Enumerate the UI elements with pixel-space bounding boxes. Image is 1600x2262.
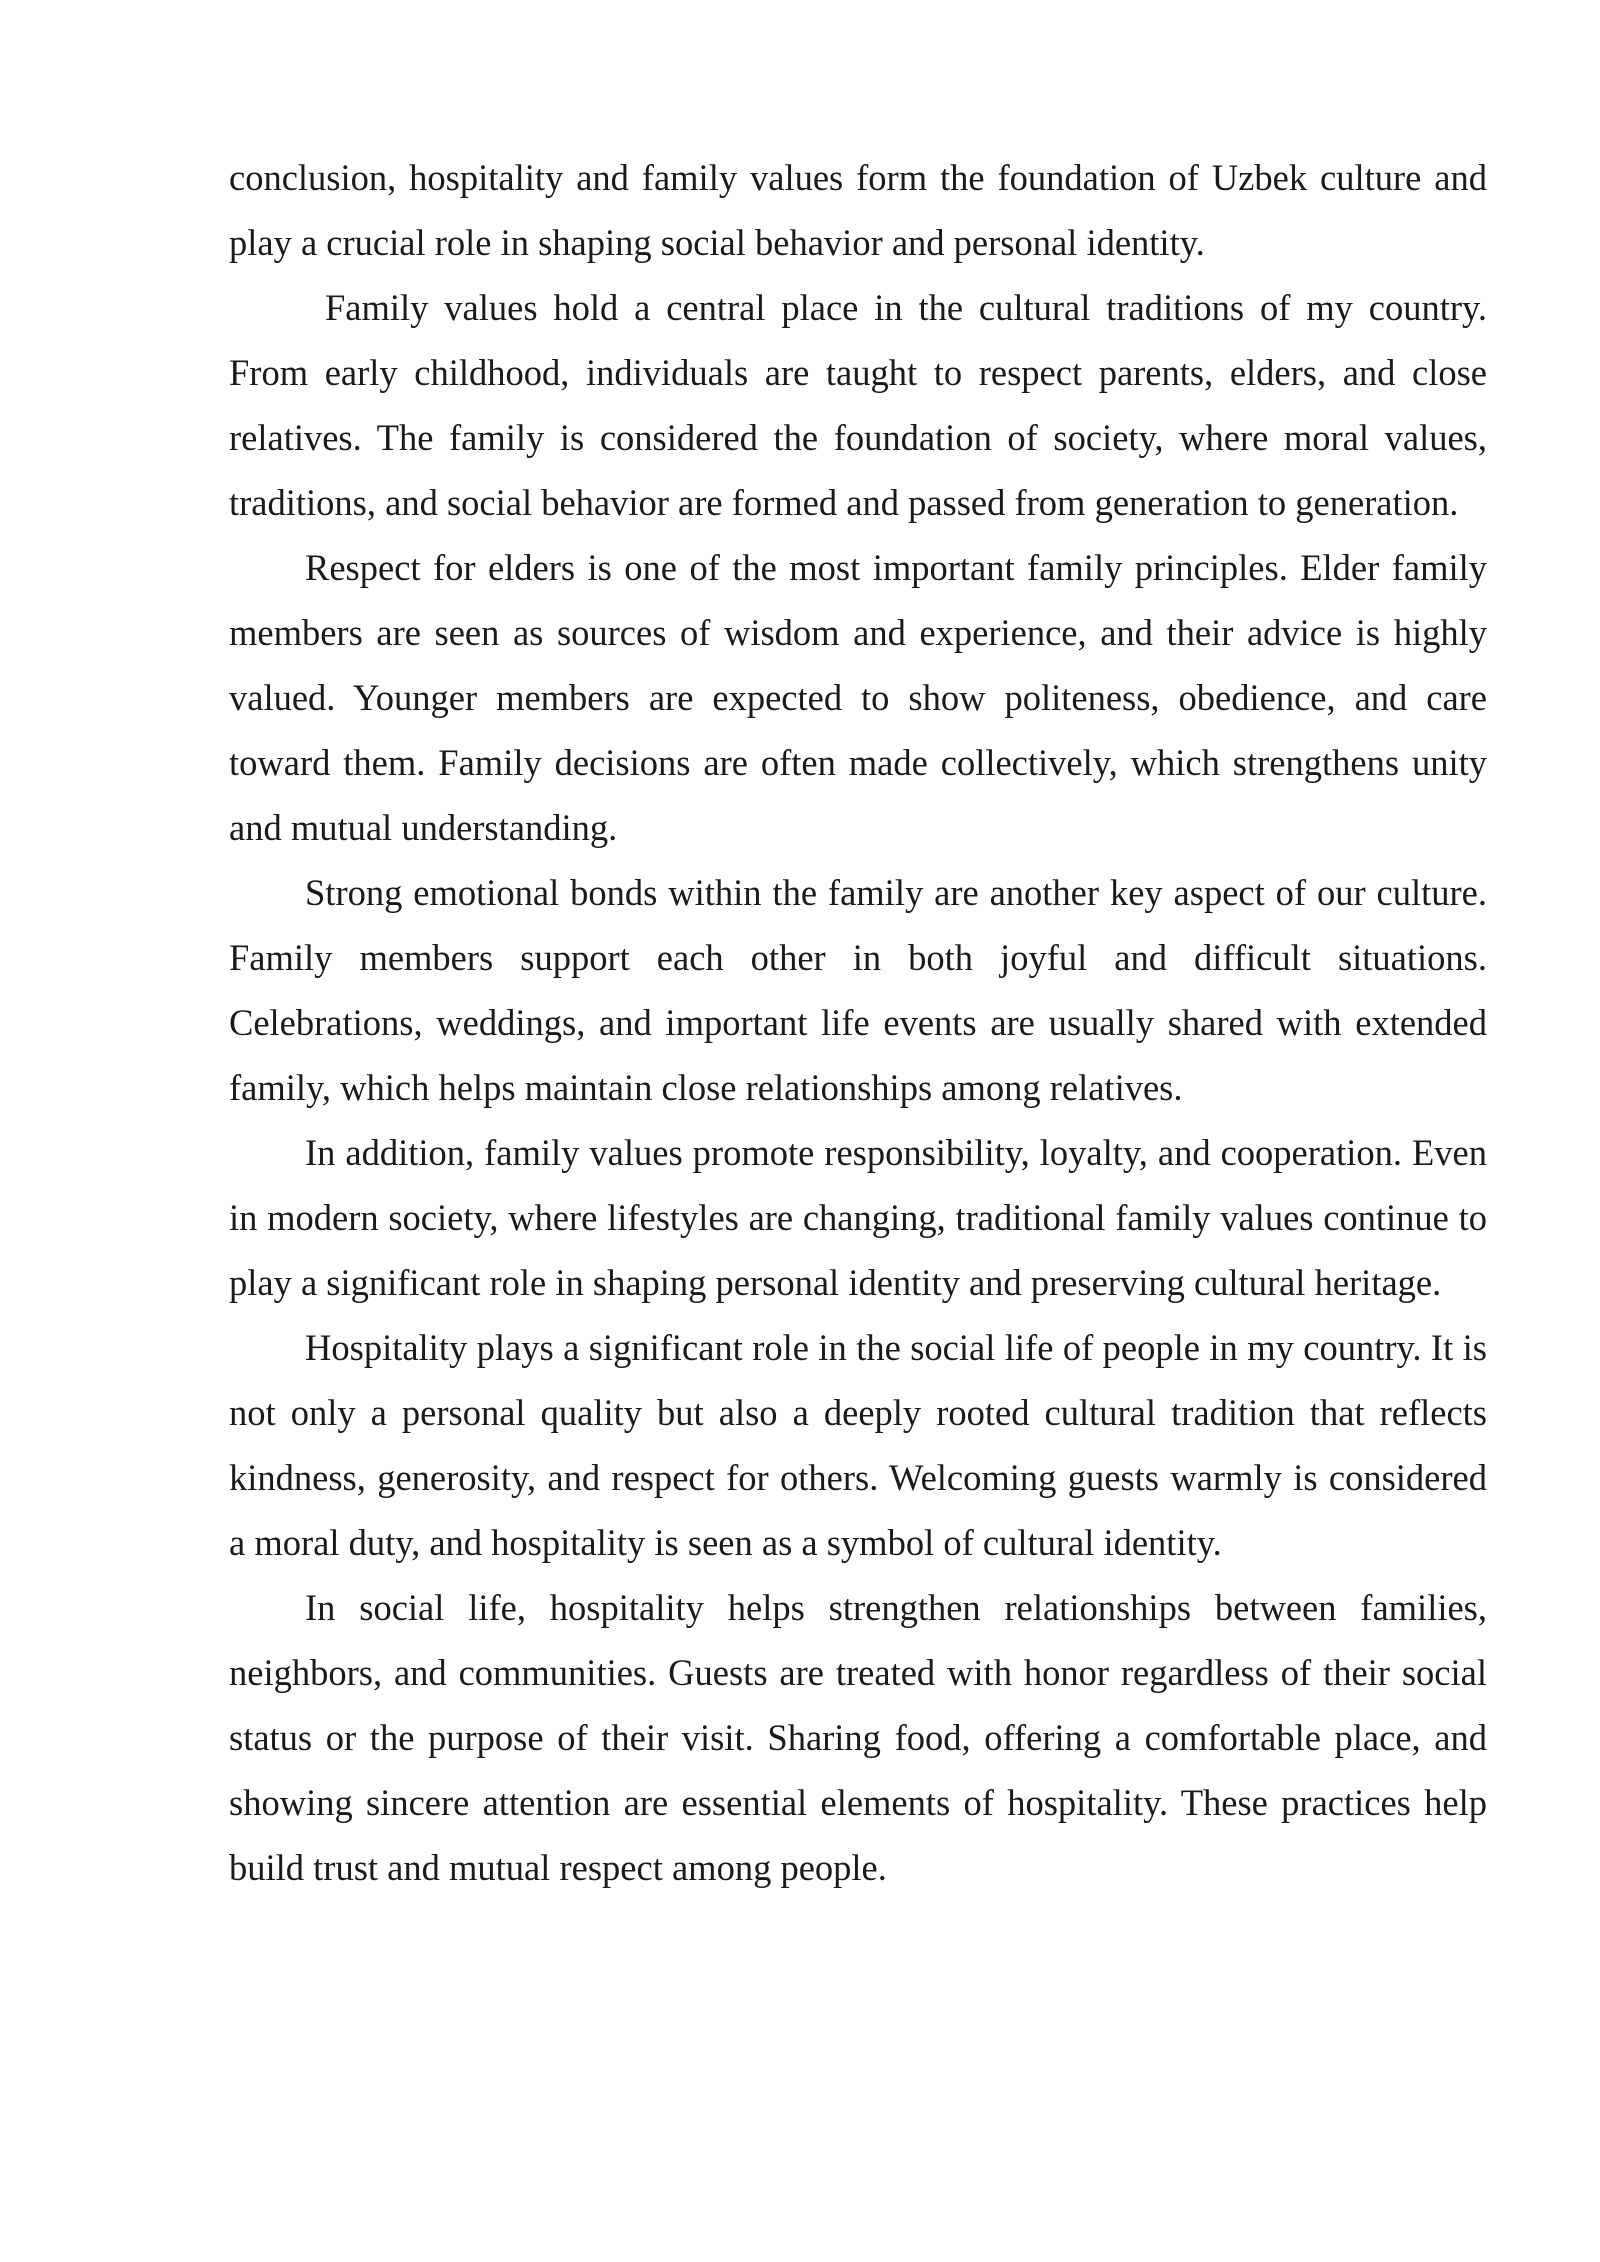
paragraph-social-life: In social life, hospitality helps strengthen relationships between families, neighbors, and communities. Guests are treated with honor regardless of their social status or the purpose of their visit. Sharing food, offering a comfortable place, and showing sincere attention are essential elements of hospitality. These practices help build trust and mutual respect among people. — [229, 1587, 1487, 1888]
paragraph-conclusion: conclusion, hospitality and family values form the foundation of Uzbek culture and play a crucial role in shaping social behavior and personal identity. — [229, 157, 1487, 263]
paragraph-respect-elders: Respect for elders is one of the most important family principles. Elder family members are seen as sources of wisdom and experience, and their advice is highly valued. Younger members are expected to show politeness, obedience, and care toward them. Family decisions are often made collectively, which strengthens unity and mutual understanding. — [229, 547, 1487, 848]
paragraph-family-values: Family values hold a central place in the cultural traditions of my country. From early childhood, individuals are taught to respect parents, elders, and close relatives. The family is considered the foundation of society, where moral values, traditions, and social behavior are formed and passed from generation to generation. — [229, 287, 1487, 523]
paragraph-emotional-bonds: Strong emotional bonds within the family are another key aspect of our culture. Family members support each other in both joyful and difficult situations. Celebrations, weddings, and important life events are usually shared with extended family, which helps maintain close relationships among relatives. — [229, 872, 1487, 1108]
document-body — [229, 145, 1487, 1900]
paragraph-responsibility: In addition, family values promote responsibility, loyalty, and cooperation. Even in modern society, where lifestyles are changing, traditional family values continue to play a significant role in shaping personal identity and preserving cultural heritage. — [229, 1132, 1487, 1303]
paragraph-hospitality: Hospitality plays a significant role in the social life of people in my country. It is not only a personal quality but also a deeply rooted cultural tradition that reflects kindness, generosity, and respect for others. Welcoming guests warmly is considered a moral duty, and hospitality is seen as a symbol of cultural identity. — [229, 1327, 1487, 1563]
